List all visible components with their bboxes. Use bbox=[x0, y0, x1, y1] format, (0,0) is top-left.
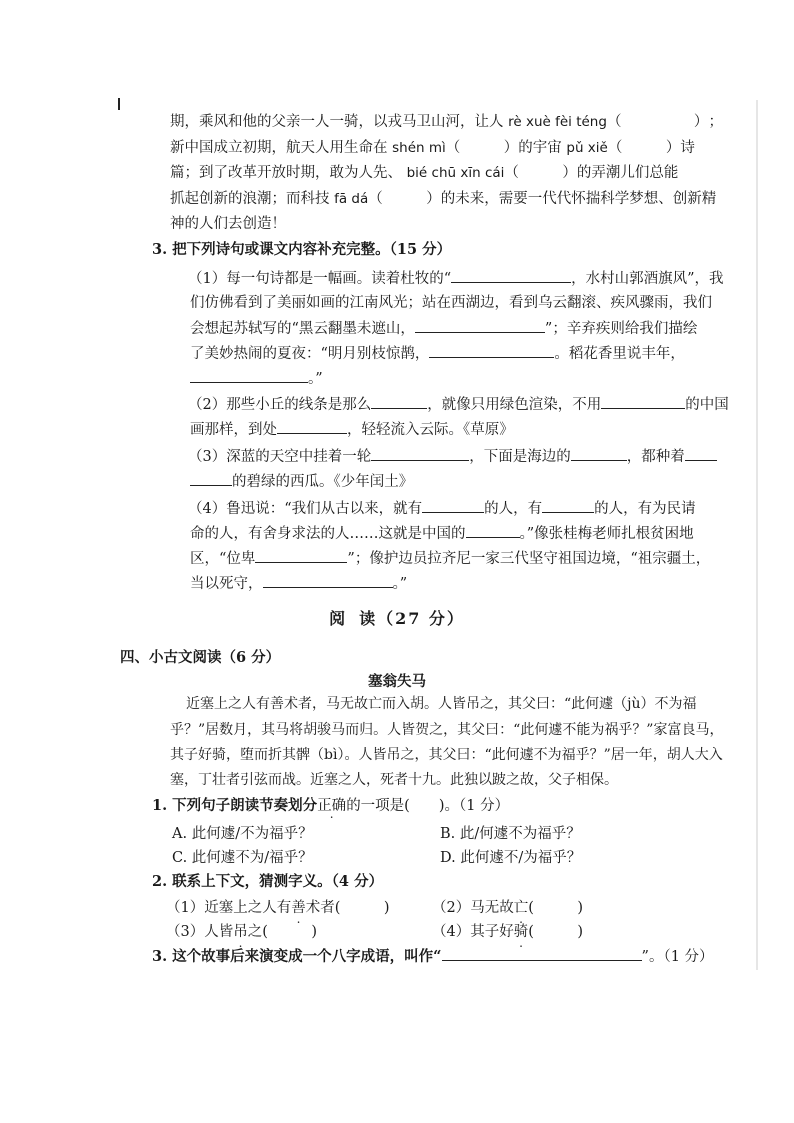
text: )。（1 分） bbox=[438, 798, 510, 814]
text: ； bbox=[708, 114, 723, 130]
emphasis-text: 亡 bbox=[513, 900, 529, 916]
pinyin: rè xuè fèi téng bbox=[508, 114, 607, 130]
fill-blank[interactable] bbox=[571, 446, 627, 461]
text: ，都种着 bbox=[626, 449, 685, 465]
text: 抓起创新的浪潮；而科技 bbox=[170, 191, 330, 207]
text: （1）近塞上之人有 bbox=[166, 900, 292, 916]
fill-blank[interactable] bbox=[422, 498, 484, 513]
text: （1）每一句诗都是一幅画。读着杜牧的“ bbox=[188, 271, 452, 287]
q3-2-line-1 bbox=[188, 394, 729, 415]
q2-item-2 bbox=[432, 896, 583, 917]
text: 术者( bbox=[305, 900, 341, 916]
answer-paren[interactable]: （ ） bbox=[445, 140, 519, 156]
text: ) bbox=[577, 924, 584, 940]
text: （4）鲁迅说：“我们从古以来，就有 bbox=[188, 501, 423, 517]
emphasis-text: 吊 bbox=[233, 924, 248, 940]
option-b[interactable]: B. 此/何遽不为福乎？ bbox=[440, 826, 581, 842]
fill-blank[interactable] bbox=[255, 548, 347, 563]
story-line-4: 塞，丁壮者引弦而战。近塞之人，死者十九。此独以跛之故，父子相保。 bbox=[170, 772, 618, 788]
section-title bbox=[0, 606, 794, 629]
text: 们仿佛看到了美丽如画的江南风光；站在西湖边，看到乌云翻滚、疾风骤雨，我们 bbox=[190, 295, 712, 311]
story-line-1: 近塞上之人有善术者，马无故亡而入胡。人皆吊之，其父曰：“此何遽（jù）不为福 bbox=[186, 696, 697, 712]
text: 的未来，需要一代代怀揣科学梦想、创新精 bbox=[440, 191, 717, 207]
pinyin: pǔ xiě bbox=[566, 140, 608, 156]
text: 会想起苏轼写的“黑云翻墨未遮山， bbox=[190, 321, 415, 337]
fill-blank[interactable] bbox=[466, 523, 520, 538]
text: 期，乘风和他的父亲一人一骑，以戎马卫山河，让人 bbox=[170, 114, 504, 130]
text: ，轻轻流入云际。《草原》 bbox=[347, 422, 514, 438]
q2-line-1 bbox=[170, 112, 723, 132]
emphasis-text: 正确 bbox=[317, 798, 347, 814]
answer-paren[interactable] bbox=[340, 900, 384, 916]
fill-blank[interactable] bbox=[685, 446, 717, 461]
text: ) bbox=[383, 900, 390, 916]
text: 画那样，到处 bbox=[190, 422, 277, 438]
answer-paren[interactable]: （ ） bbox=[606, 114, 709, 130]
q2-line-3 bbox=[170, 163, 678, 183]
q2-item-3 bbox=[166, 920, 317, 941]
text: （3）深蓝的天空中挂着一轮 bbox=[188, 449, 372, 465]
answer-paren[interactable] bbox=[410, 796, 439, 816]
q3-1-line-4 bbox=[190, 343, 685, 364]
text: ) bbox=[311, 924, 318, 940]
part-heading: 四、小古文阅读（6 分） bbox=[120, 649, 281, 666]
fill-blank[interactable] bbox=[601, 394, 685, 409]
q3-1-line-1 bbox=[188, 268, 724, 289]
fill-blank[interactable] bbox=[263, 573, 393, 588]
text: ) bbox=[577, 900, 584, 916]
option-d[interactable]: D. 此何遽不/为福乎？ bbox=[440, 850, 582, 866]
q2-item-1 bbox=[166, 896, 390, 917]
fill-blank[interactable] bbox=[451, 268, 571, 283]
text: ”。（1 分） bbox=[641, 949, 714, 965]
q3-4-line-2 bbox=[190, 523, 694, 544]
q3-4-line-3 bbox=[190, 548, 710, 569]
text: （4）其子好 bbox=[432, 924, 514, 940]
q3-3-line-1 bbox=[188, 446, 717, 467]
text: 的一项是( bbox=[346, 798, 410, 814]
option-a[interactable]: A. 此何遽/不为福乎？ bbox=[172, 826, 313, 842]
q3-1-line-3 bbox=[190, 318, 697, 339]
text: ”；像护边员拉齐尼一家三代坚守祖国边境，“祖宗疆土， bbox=[347, 551, 711, 567]
q3-1-line-5 bbox=[190, 368, 323, 389]
fill-blank[interactable] bbox=[371, 394, 427, 409]
story-title: 塞翁失马 bbox=[368, 674, 426, 690]
text: 。” bbox=[308, 371, 323, 387]
question-3 bbox=[152, 946, 714, 967]
text: 神的人们去创造！ bbox=[170, 216, 286, 232]
pinyin: bié chū xīn cái bbox=[406, 165, 505, 181]
text: （2）那些小丘的线条是那么 bbox=[188, 397, 372, 413]
text: ”；辛弃疾则给我们描绘 bbox=[544, 321, 698, 337]
text: 新中国成立初期，航天人用生命在 bbox=[170, 140, 388, 156]
text: （2）马无故 bbox=[432, 900, 514, 916]
text: 的碧绿的西瓜。《少年闰土》 bbox=[232, 474, 414, 490]
text: ，就像只用绿色渲染，不用 bbox=[427, 397, 602, 413]
answer-paren[interactable] bbox=[534, 924, 578, 940]
text: 诗 bbox=[680, 140, 695, 156]
fill-blank[interactable] bbox=[190, 471, 232, 486]
story-line-2: 乎？”居数月，其马将胡骏马而归。人皆贺之，其父曰：“此何遽不能为祸乎？”家富良马， bbox=[170, 722, 724, 738]
story-line-3: 其子好骑，堕而折其髀（bì）。人皆吊之，其父曰：“此何遽不为福乎？”居一年，胡人大入 bbox=[170, 747, 723, 763]
pinyin: fā dá bbox=[334, 191, 369, 207]
text: 的人，有为民请 bbox=[594, 501, 696, 517]
q3-4-line-4 bbox=[190, 573, 407, 594]
text: 的弄潮儿们总能 bbox=[576, 165, 679, 181]
text: （27 分） bbox=[377, 609, 465, 628]
scan-mark bbox=[118, 98, 120, 110]
text: 篇；到了改革开放时期，敢为人先、 bbox=[170, 165, 402, 181]
answer-paren[interactable]: （ ） bbox=[607, 140, 681, 156]
q2-line-2 bbox=[170, 138, 695, 158]
fill-blank[interactable] bbox=[442, 946, 642, 961]
q3-2-line-2 bbox=[190, 419, 514, 440]
pinyin: shén mì bbox=[392, 140, 446, 156]
question-1 bbox=[152, 796, 509, 816]
text: 区，“位卑 bbox=[190, 551, 256, 567]
emphasis-text: 善 bbox=[291, 900, 306, 916]
text: ，下面是海边的 bbox=[469, 449, 571, 465]
q2-line-5 bbox=[170, 214, 286, 234]
text: 的中国 bbox=[685, 397, 729, 413]
q2-line-4 bbox=[170, 189, 716, 209]
answer-paren[interactable]: （ ） bbox=[368, 191, 441, 207]
text: ，水村山郭酒旗风”，我 bbox=[571, 271, 724, 287]
option-c[interactable]: C. 此何遽不为/福乎？ bbox=[172, 850, 313, 866]
fill-blank[interactable] bbox=[190, 368, 308, 383]
fill-blank[interactable] bbox=[542, 498, 594, 513]
text: 。”像张桂梅老师扎根贫困地 bbox=[519, 526, 694, 542]
q3-1-line-2 bbox=[190, 293, 712, 313]
text: （3）人皆 bbox=[166, 924, 234, 940]
q3-title: 3. 把下列诗句或课文内容补充完整。（15 分） bbox=[152, 241, 452, 258]
fill-blank[interactable] bbox=[277, 419, 347, 434]
text: ( bbox=[528, 900, 534, 916]
text: 了美妙热闹的夏夜：“明月别枝惊鹊， bbox=[190, 346, 430, 362]
emphasis-text: 骑 bbox=[513, 924, 529, 940]
text: 之( bbox=[247, 924, 268, 940]
text: ( bbox=[528, 924, 534, 940]
text: 3. 这个故事后来演变成一个八字成语，叫作“ bbox=[152, 948, 442, 965]
fill-blank[interactable] bbox=[371, 446, 469, 461]
text: 。” bbox=[392, 576, 408, 592]
text: 阅 bbox=[329, 609, 360, 628]
question-2: 2. 联系上下文，猜测字义。（4 分） bbox=[152, 873, 384, 890]
answer-paren[interactable]: （ ） bbox=[504, 165, 577, 181]
answer-paren[interactable] bbox=[268, 924, 312, 940]
q2-item-4 bbox=[432, 920, 583, 941]
q3-3-line-2 bbox=[190, 471, 413, 492]
text: 。稻花香里说丰年， bbox=[554, 346, 685, 362]
text: 的宇宙 bbox=[518, 140, 562, 156]
fill-blank[interactable] bbox=[429, 343, 554, 358]
q3-4-line-1 bbox=[188, 498, 696, 519]
text: 1. 下列句子朗读节奏划分 bbox=[152, 797, 318, 814]
answer-paren[interactable] bbox=[534, 900, 578, 916]
text: 的人，有 bbox=[484, 501, 543, 517]
text: 当以死守， bbox=[190, 576, 263, 592]
fill-blank[interactable] bbox=[415, 318, 545, 333]
text: 命的人，有舍身求法的人……这就是中国的 bbox=[190, 526, 466, 542]
scan-shadow bbox=[756, 100, 758, 970]
text: 读 bbox=[359, 609, 378, 628]
